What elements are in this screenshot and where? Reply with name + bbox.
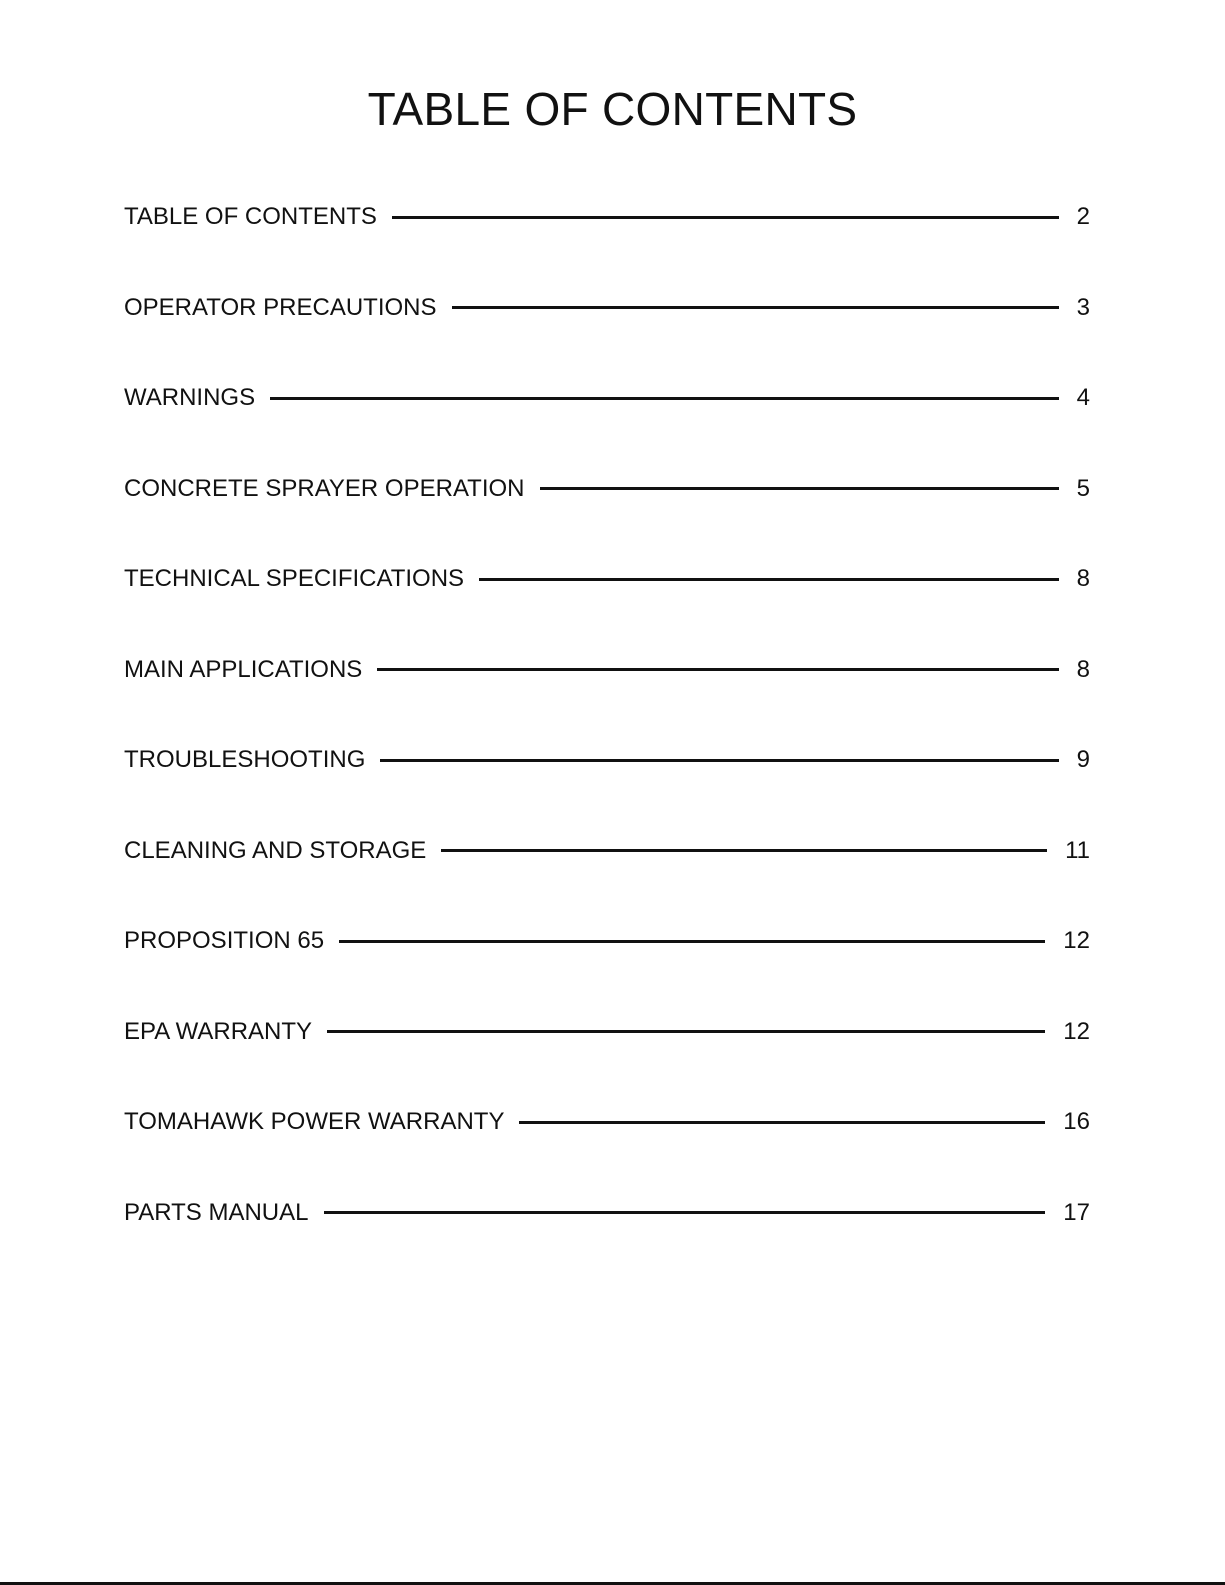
toc-entry-operator-precautions[interactable] xyxy=(124,291,1090,325)
toc-entry-label: EPA WARRANTY xyxy=(124,1017,313,1045)
page-title: TABLE OF CONTENTS xyxy=(367,83,858,135)
toc-entry-page-number: 4 xyxy=(1076,384,1090,411)
leader-line xyxy=(441,849,1047,852)
leader-line xyxy=(380,759,1058,762)
leader-line xyxy=(270,397,1059,400)
toc-entry-label: TABLE OF CONTENTS xyxy=(124,203,377,230)
toc-entry-troubleshooting[interactable] xyxy=(124,743,1090,777)
toc-entry-page-number: 16 xyxy=(1063,1108,1090,1135)
toc-entry-page-number: 11 xyxy=(1065,836,1090,864)
leader-line xyxy=(540,487,1059,490)
leader-line xyxy=(392,216,1059,219)
toc-entry-page-number: 12 xyxy=(1063,927,1090,954)
toc-entry-page-number: 3 xyxy=(1076,293,1090,321)
toc-entry-technical-specifications[interactable] xyxy=(124,562,1090,596)
leader-line xyxy=(452,306,1059,309)
leader-line xyxy=(377,668,1058,671)
toc-entry-page-number: 12 xyxy=(1063,1017,1090,1045)
leader-line xyxy=(327,1030,1045,1033)
toc-entry-table-of-contents[interactable] xyxy=(124,200,1090,234)
toc-entry-concrete-sprayer-operation[interactable] xyxy=(124,472,1090,506)
toc-entry-parts-manual[interactable] xyxy=(124,1196,1090,1230)
leader-line xyxy=(339,940,1045,943)
toc-entry-label: CONCRETE SPRAYER OPERATION xyxy=(124,474,525,502)
toc-entry-page-number: 9 xyxy=(1076,746,1090,773)
toc-entry-page-number: 8 xyxy=(1076,565,1090,592)
toc-entry-warnings[interactable] xyxy=(124,381,1090,415)
leader-line xyxy=(324,1211,1046,1214)
toc-entry-label: TROUBLESHOOTING xyxy=(124,746,366,773)
toc-entry-page-number: 17 xyxy=(1063,1198,1090,1226)
toc-entry-page-number: 2 xyxy=(1076,203,1090,230)
toc-entry-label: MAIN APPLICATIONS xyxy=(124,655,363,683)
toc-entry-label: CLEANING AND STORAGE xyxy=(124,836,427,864)
toc-entry-epa-warranty[interactable] xyxy=(124,1015,1090,1049)
toc-entry-page-number: 8 xyxy=(1076,655,1090,683)
toc-entry-label: PARTS MANUAL xyxy=(124,1198,309,1226)
toc-entry-label: OPERATOR PRECAUTIONS xyxy=(124,293,437,321)
leader-line xyxy=(479,578,1059,581)
toc-entry-label: TECHNICAL SPECIFICATIONS xyxy=(124,565,465,592)
toc-entry-page-number: 5 xyxy=(1076,474,1090,502)
toc-entry-main-applications[interactable] xyxy=(124,653,1090,687)
toc-entry-cleaning-and-storage[interactable] xyxy=(124,834,1090,868)
toc-entry-tomahawk-power-warranty[interactable] xyxy=(124,1105,1090,1139)
toc-entry-proposition-65[interactable] xyxy=(124,924,1090,958)
leader-line xyxy=(519,1121,1045,1124)
toc-entry-label: TOMAHAWK POWER WARRANTY xyxy=(124,1108,505,1135)
toc-entry-label: PROPOSITION 65 xyxy=(124,927,325,954)
toc-list xyxy=(124,200,1090,1286)
toc-entry-label: WARNINGS xyxy=(124,384,256,411)
